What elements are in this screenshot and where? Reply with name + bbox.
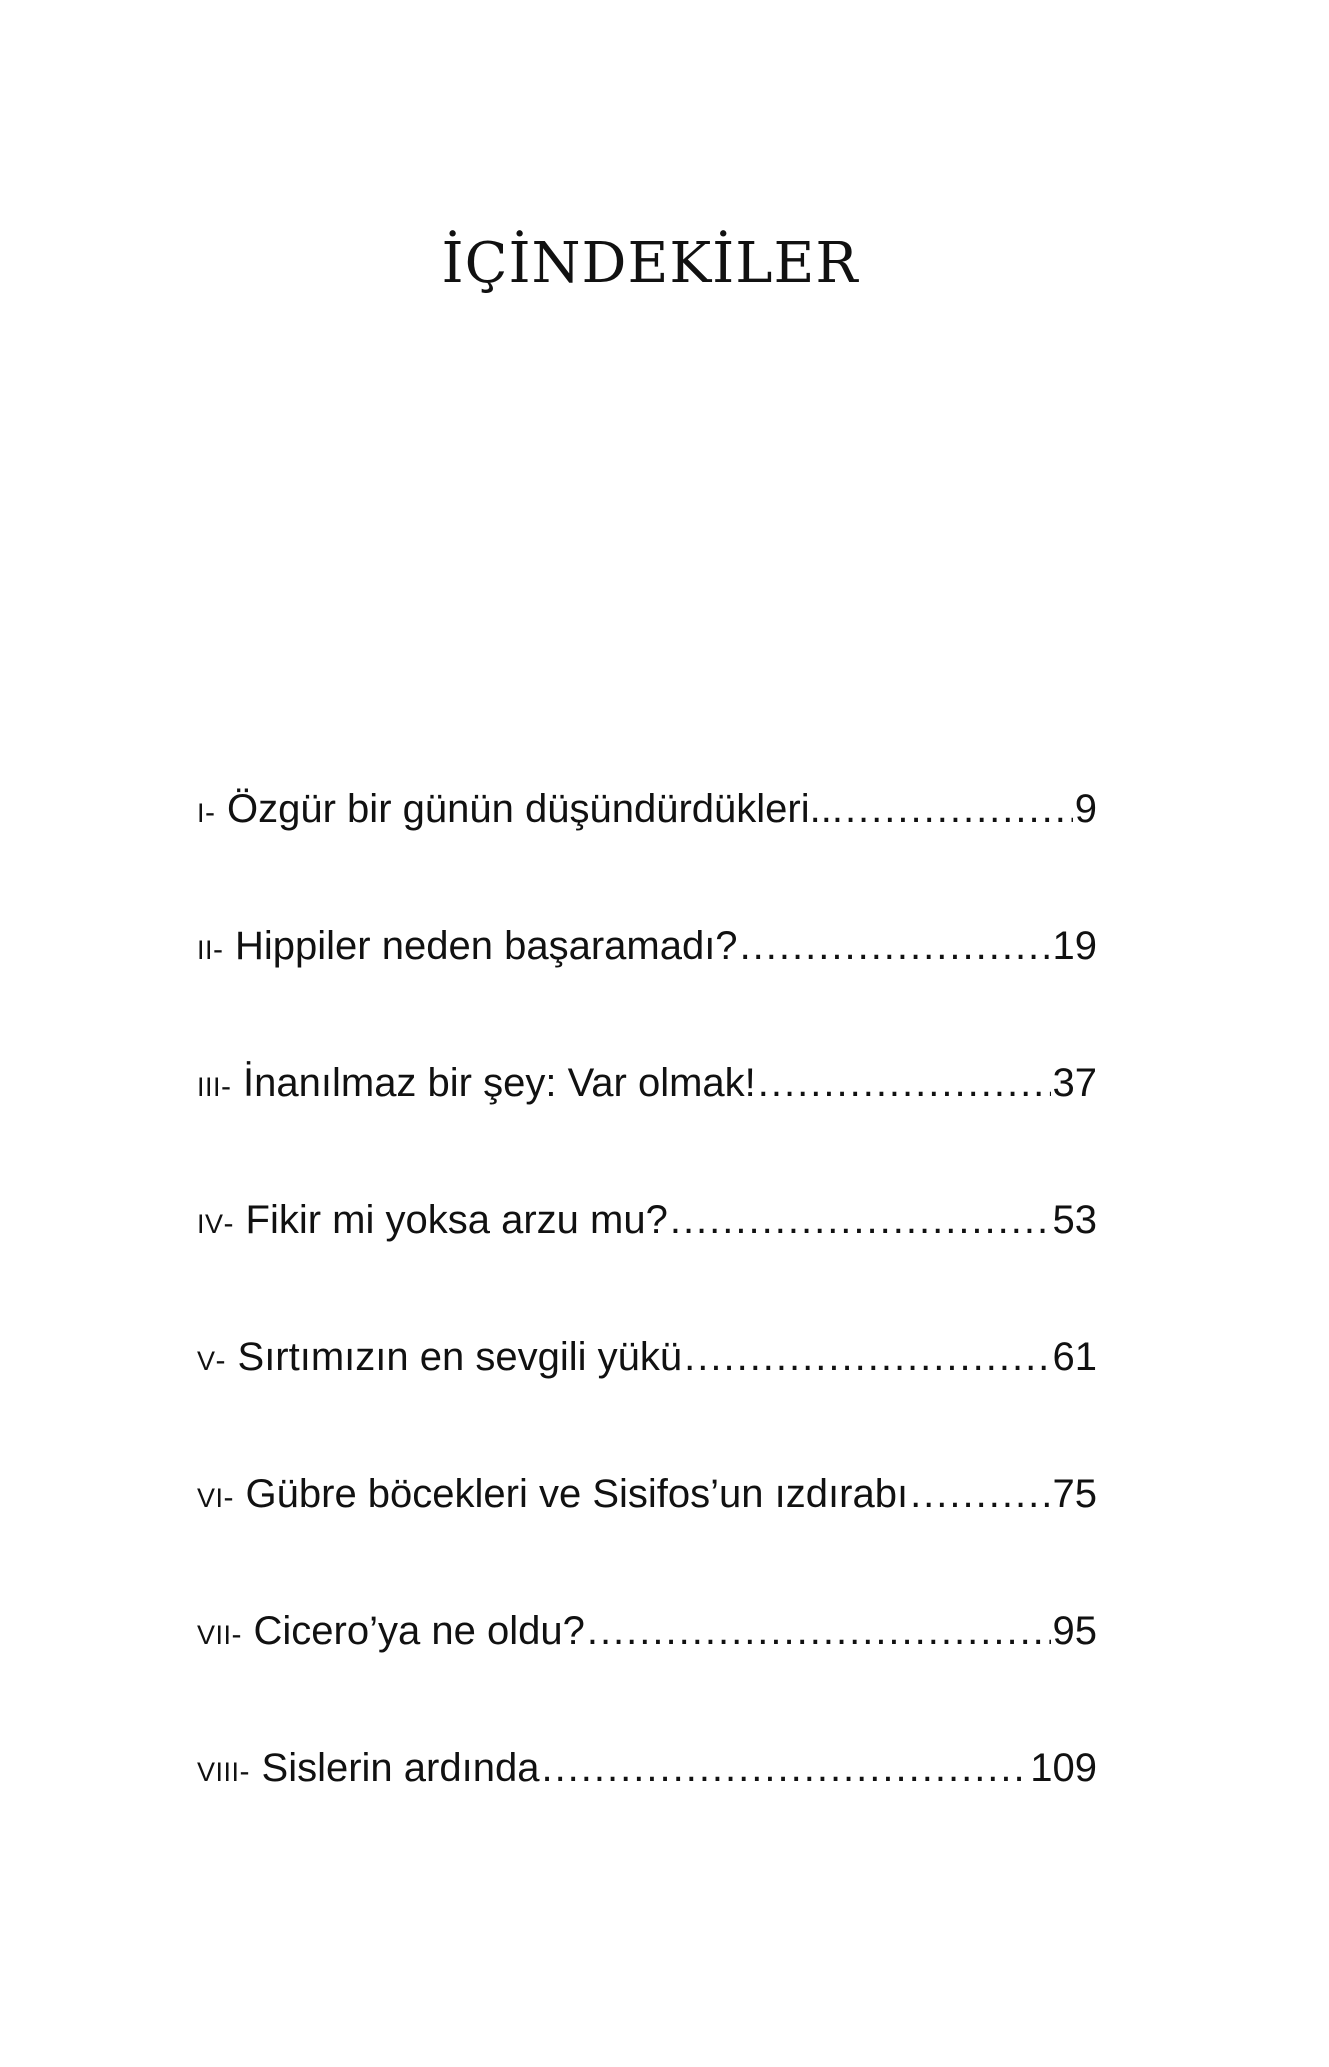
dot-leader	[541, 1741, 1028, 1795]
toc-entry	[197, 1056, 1097, 1193]
page-number: 61	[1052, 1335, 1097, 1379]
dot-leader	[910, 1467, 1050, 1521]
chapter-numeral: VIII	[197, 1757, 240, 1787]
toc-entry	[197, 782, 1097, 919]
chapter-title: Fikir mi yoksa arzu mu?	[245, 1198, 668, 1242]
toc-entry	[197, 1604, 1097, 1741]
numeral-separator: -	[223, 1207, 234, 1240]
toc-entry	[197, 1193, 1097, 1330]
chapter-numeral: II	[197, 935, 214, 965]
dot-leader	[684, 1330, 1050, 1384]
chapter-numeral: VII	[197, 1620, 232, 1650]
chapter-title: Özgür bir günün düşündürdükleri...	[227, 787, 843, 831]
dot-leader	[845, 782, 1073, 836]
chapter-title: Sislerin ardında	[261, 1746, 540, 1790]
chapter-title: Sırtımızın en sevgili yükü	[237, 1335, 683, 1379]
dot-leader	[587, 1604, 1051, 1658]
page-number: 19	[1052, 924, 1097, 968]
chapter-numeral: V	[197, 1346, 216, 1376]
table-of-contents	[197, 782, 1097, 1878]
page-title: İÇİNDEKİLER	[441, 231, 859, 296]
chapter-numeral: VI	[197, 1483, 224, 1513]
toc-entry	[197, 1741, 1097, 1878]
page-number: 9	[1074, 787, 1097, 831]
page-number: 37	[1052, 1061, 1097, 1105]
numeral-separator: -	[213, 933, 224, 966]
dot-leader	[670, 1193, 1051, 1247]
toc-entry	[197, 919, 1097, 1056]
numeral-separator: -	[221, 1070, 232, 1103]
page-number: 53	[1052, 1198, 1097, 1242]
numeral-separator: -	[215, 1344, 226, 1377]
chapter-numeral: III	[197, 1072, 222, 1102]
toc-entry	[197, 1467, 1097, 1604]
chapter-title: Cicero’ya ne oldu?	[253, 1609, 585, 1653]
numeral-separator: -	[205, 796, 216, 829]
numeral-separator: -	[239, 1755, 250, 1788]
numeral-separator: -	[231, 1618, 242, 1651]
chapter-numeral: IV	[197, 1209, 224, 1239]
chapter-title: İnanılmaz bir şey: Var olmak!	[243, 1061, 756, 1105]
page-number: 75	[1052, 1472, 1097, 1516]
chapter-title: Hippiler neden başaramadı?	[235, 924, 738, 968]
page-number: 95	[1052, 1609, 1097, 1653]
dot-leader	[758, 1056, 1051, 1110]
chapter-numeral: I	[197, 798, 206, 828]
toc-entry	[197, 1330, 1097, 1467]
numeral-separator: -	[223, 1481, 234, 1514]
dot-leader	[740, 919, 1051, 973]
page-number: 109	[1030, 1746, 1097, 1790]
chapter-title: Gübre böcekleri ve Sisifos’un ızdırabı	[245, 1472, 909, 1516]
